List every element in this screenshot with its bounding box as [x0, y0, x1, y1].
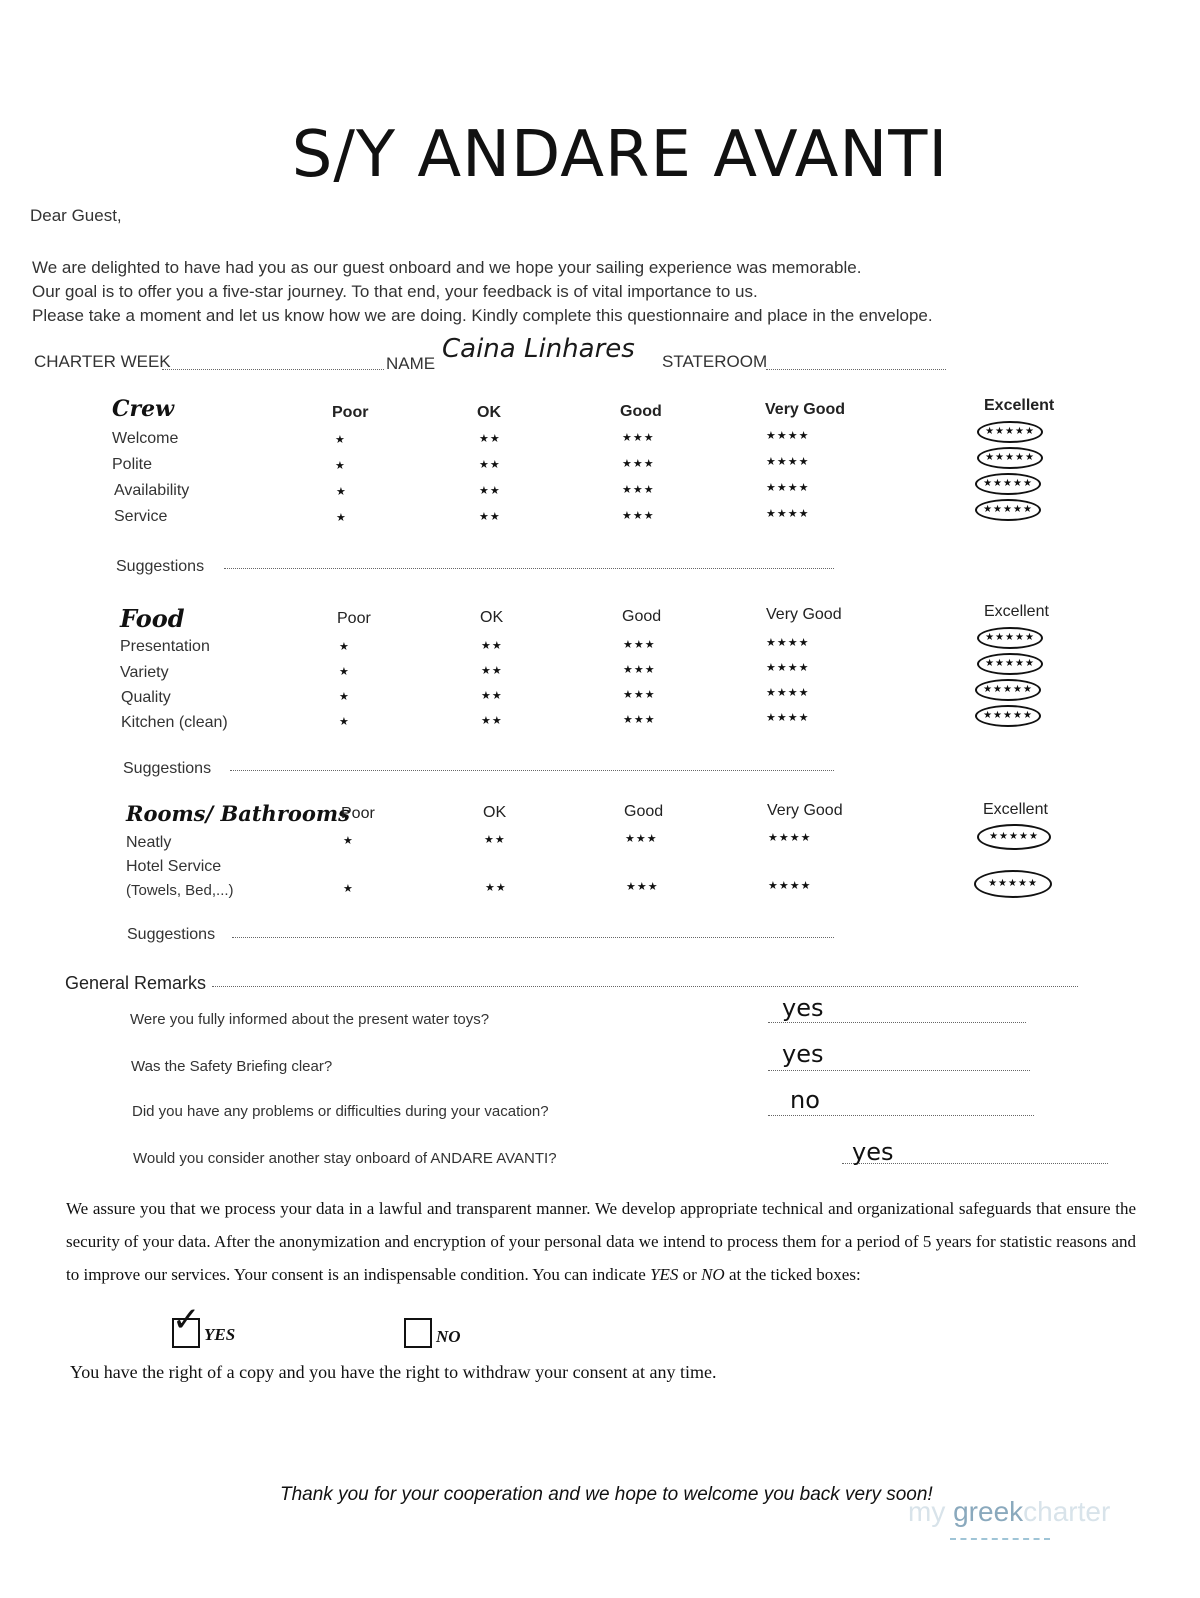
answer-line[interactable]: [768, 1115, 1034, 1116]
rating-ok-option[interactable]: ★★: [479, 485, 501, 497]
rating-good-option[interactable]: ★★★: [626, 881, 659, 893]
consent-no-checkbox[interactable]: [404, 1318, 432, 1348]
rating-ok-option[interactable]: ★★: [481, 640, 503, 652]
crew-row-label: Welcome: [112, 430, 179, 447]
rating-good-option[interactable]: ★★★: [623, 664, 656, 676]
name-value[interactable]: Caina Linhares: [442, 334, 635, 364]
rating-excellent-circled[interactable]: ★★★★★: [977, 653, 1043, 675]
rating-poor-option[interactable]: ★: [336, 486, 347, 498]
rating-good-option[interactable]: ★★★: [623, 639, 656, 651]
rating-poor-option[interactable]: ★: [339, 691, 350, 703]
consent-or-word: or: [682, 1265, 697, 1284]
consent-paragraph: [66, 1192, 1136, 1291]
intro-line-2: Our goal is to offer you a five-star journey. To that end, your feedback is of vital importance to us.: [32, 282, 758, 301]
rating-poor-option[interactable]: ★: [339, 641, 350, 653]
stateroom-label: STATEROOM: [662, 352, 768, 371]
rooms-header-very-good: Very Good: [767, 802, 843, 819]
crew-suggestions-label: Suggestions: [116, 558, 205, 575]
rating-ok-option[interactable]: ★★: [485, 882, 507, 894]
thank-you-text: Thank you for your cooperation and we hope to welcome you back very soon!: [280, 1484, 933, 1505]
question-text: Were you fully informed about the present water toys?: [130, 1011, 490, 1028]
food-row-label: Presentation: [120, 638, 210, 655]
answer-value[interactable]: yes: [852, 1138, 894, 1166]
question-text: Would you consider another stay onboard of ANDARE AVANTI?: [133, 1150, 557, 1167]
crew-suggestions-field[interactable]: [224, 568, 834, 569]
rooms-title: Rooms/ Bathrooms: [126, 801, 350, 826]
intro-text: [32, 256, 933, 328]
rating-very-good-option[interactable]: ★★★★: [766, 482, 810, 494]
rating-good-option[interactable]: ★★★: [622, 458, 655, 470]
crew-header-ok: OK: [477, 404, 501, 421]
rating-ok-option[interactable]: ★★: [479, 511, 501, 523]
rating-poor-option[interactable]: ★: [343, 835, 354, 847]
rating-excellent-circled[interactable]: ★★★★★: [975, 679, 1041, 701]
intro-line-3: Please take a moment and let us know how we are doing. Kindly complete this questionnaire and place in the envelope.: [32, 306, 933, 325]
intro-line-1: We are delighted to have had you as our guest onboard and we hope your sailing experience was memorable.: [32, 258, 862, 277]
rooms-header-poor: Poor: [341, 805, 375, 822]
rating-very-good-option[interactable]: ★★★★: [766, 508, 810, 520]
crew-header-good: Good: [620, 403, 662, 420]
food-row-label: Kitchen (clean): [121, 714, 228, 731]
rating-excellent-circled[interactable]: ★★★★★: [977, 421, 1043, 443]
rating-very-good-option[interactable]: ★★★★: [768, 832, 812, 844]
name-label: NAME: [386, 354, 436, 373]
rating-poor-option[interactable]: ★: [343, 883, 354, 895]
consent-text: We assure you that we process your data in a lawful and transparent manner. We develop appropriate technical and organizational safeguards that ensure the security of your data. After the anonymization and encryption of your personal data we intend to process them for a period of 5 years for statistic reasons and to improve our services. Your consent is an indispensable condition. You can indicate: [66, 1199, 1136, 1284]
answer-value[interactable]: yes: [782, 994, 824, 1022]
rooms-header-good: Good: [624, 803, 664, 820]
rating-good-option[interactable]: ★★★: [625, 833, 658, 845]
rating-poor-option[interactable]: ★: [339, 666, 350, 678]
food-row-label: Variety: [120, 664, 169, 681]
answer-line[interactable]: [768, 1022, 1026, 1023]
watermark-prefix: my: [908, 1496, 954, 1527]
rating-very-good-option[interactable]: ★★★★: [766, 456, 810, 468]
answer-value[interactable]: yes: [782, 1040, 824, 1068]
answer-line[interactable]: [768, 1070, 1030, 1071]
food-header-ok: OK: [480, 609, 504, 626]
rating-poor-option[interactable]: ★: [339, 716, 350, 728]
food-header-good: Good: [622, 608, 662, 625]
rating-excellent-circled[interactable]: ★★★★★: [975, 705, 1041, 727]
food-header-excellent: Excellent: [984, 603, 1049, 620]
rating-very-good-option[interactable]: ★★★★: [766, 712, 810, 724]
answer-value[interactable]: no: [790, 1086, 820, 1114]
rating-poor-option[interactable]: ★: [335, 434, 346, 446]
rooms-row-sublabel: (Towels, Bed,...): [126, 882, 234, 899]
rating-very-good-option[interactable]: ★★★★: [766, 687, 810, 699]
watermark-logo: [908, 1496, 1110, 1528]
rating-excellent-circled[interactable]: ★★★★★: [977, 447, 1043, 469]
rating-excellent-circled[interactable]: ★★★★★: [975, 499, 1041, 521]
watermark-brand: greek: [953, 1496, 1024, 1527]
crew-title: Crew: [112, 396, 175, 422]
rooms-row-label: Neatly: [126, 834, 172, 851]
check-mark-icon: ✓: [172, 1300, 201, 1340]
general-remarks-label: General Remarks: [65, 973, 207, 993]
rating-ok-option[interactable]: ★★: [481, 690, 503, 702]
rating-very-good-option[interactable]: ★★★★: [766, 430, 810, 442]
rating-ok-option[interactable]: ★★: [479, 459, 501, 471]
rating-good-option[interactable]: ★★★: [623, 689, 656, 701]
rating-good-option[interactable]: ★★★: [622, 432, 655, 444]
rooms-suggestions-field[interactable]: [232, 937, 834, 938]
crew-header-very-good: Very Good: [765, 401, 846, 418]
rooms-suggestions-label: Suggestions: [127, 926, 216, 943]
rating-excellent-circled[interactable]: ★★★★★: [977, 627, 1043, 649]
rating-ok-option[interactable]: ★★: [481, 715, 503, 727]
rooms-header-excellent: Excellent: [983, 801, 1048, 818]
consent-yes-label: YES: [204, 1325, 236, 1344]
rating-ok-option[interactable]: ★★: [479, 433, 501, 445]
consent-rights-text: You have the right of a copy and you have the right to withdraw your consent at any time.: [70, 1362, 717, 1382]
crew-row-label: Polite: [112, 456, 153, 473]
rating-very-good-option[interactable]: ★★★★: [768, 880, 812, 892]
crew-row-label: Service: [114, 508, 168, 525]
food-row-label: Quality: [121, 689, 171, 706]
crew-row-label: Availability: [114, 482, 190, 499]
crew-header-excellent: Excellent: [984, 397, 1055, 414]
rating-excellent-circled[interactable]: ★★★★★: [975, 473, 1041, 495]
rooms-header-ok: OK: [483, 804, 507, 821]
page-title: S/Y ANDARE AVANTI: [291, 118, 949, 192]
charter-week-field[interactable]: [162, 369, 384, 370]
consent-no-word: NO: [701, 1265, 725, 1284]
rating-good-option[interactable]: ★★★: [623, 714, 656, 726]
rating-excellent-circled[interactable]: ★★★★★: [977, 824, 1051, 850]
crew-header-poor: Poor: [332, 404, 369, 421]
rating-poor-option[interactable]: ★: [336, 512, 347, 524]
watermark-suffix: charter: [1023, 1496, 1111, 1527]
greeting: Dear Guest,: [30, 206, 122, 225]
rating-ok-option[interactable]: ★★: [481, 665, 503, 677]
rating-poor-option[interactable]: ★: [335, 460, 346, 472]
general-remarks-field[interactable]: [212, 986, 1078, 987]
food-suggestions-field[interactable]: [230, 770, 834, 771]
food-title: Food: [120, 604, 185, 633]
consent-tail: at the ticked boxes:: [728, 1265, 861, 1284]
question-text: Was the Safety Briefing clear?: [131, 1058, 333, 1075]
food-header-poor: Poor: [337, 610, 371, 627]
rating-ok-option[interactable]: ★★: [484, 834, 506, 846]
food-header-very-good: Very Good: [766, 606, 842, 623]
rating-very-good-option[interactable]: ★★★★: [766, 662, 810, 674]
question-text: Did you have any problems or difficulties during your vacation?: [132, 1103, 549, 1120]
consent-yes-word: YES: [650, 1265, 679, 1284]
rooms-row-label: Hotel Service: [126, 858, 222, 875]
rating-very-good-option[interactable]: ★★★★: [766, 637, 810, 649]
rating-good-option[interactable]: ★★★: [622, 484, 655, 496]
charter-week-label: CHARTER WEEK: [34, 352, 171, 371]
rating-excellent-circled[interactable]: ★★★★★: [974, 870, 1052, 898]
stateroom-field[interactable]: [766, 369, 946, 370]
watermark-wave-icon: [950, 1530, 1050, 1540]
consent-no-label: NO: [436, 1327, 461, 1346]
rating-good-option[interactable]: ★★★: [622, 510, 655, 522]
food-suggestions-label: Suggestions: [123, 760, 212, 777]
